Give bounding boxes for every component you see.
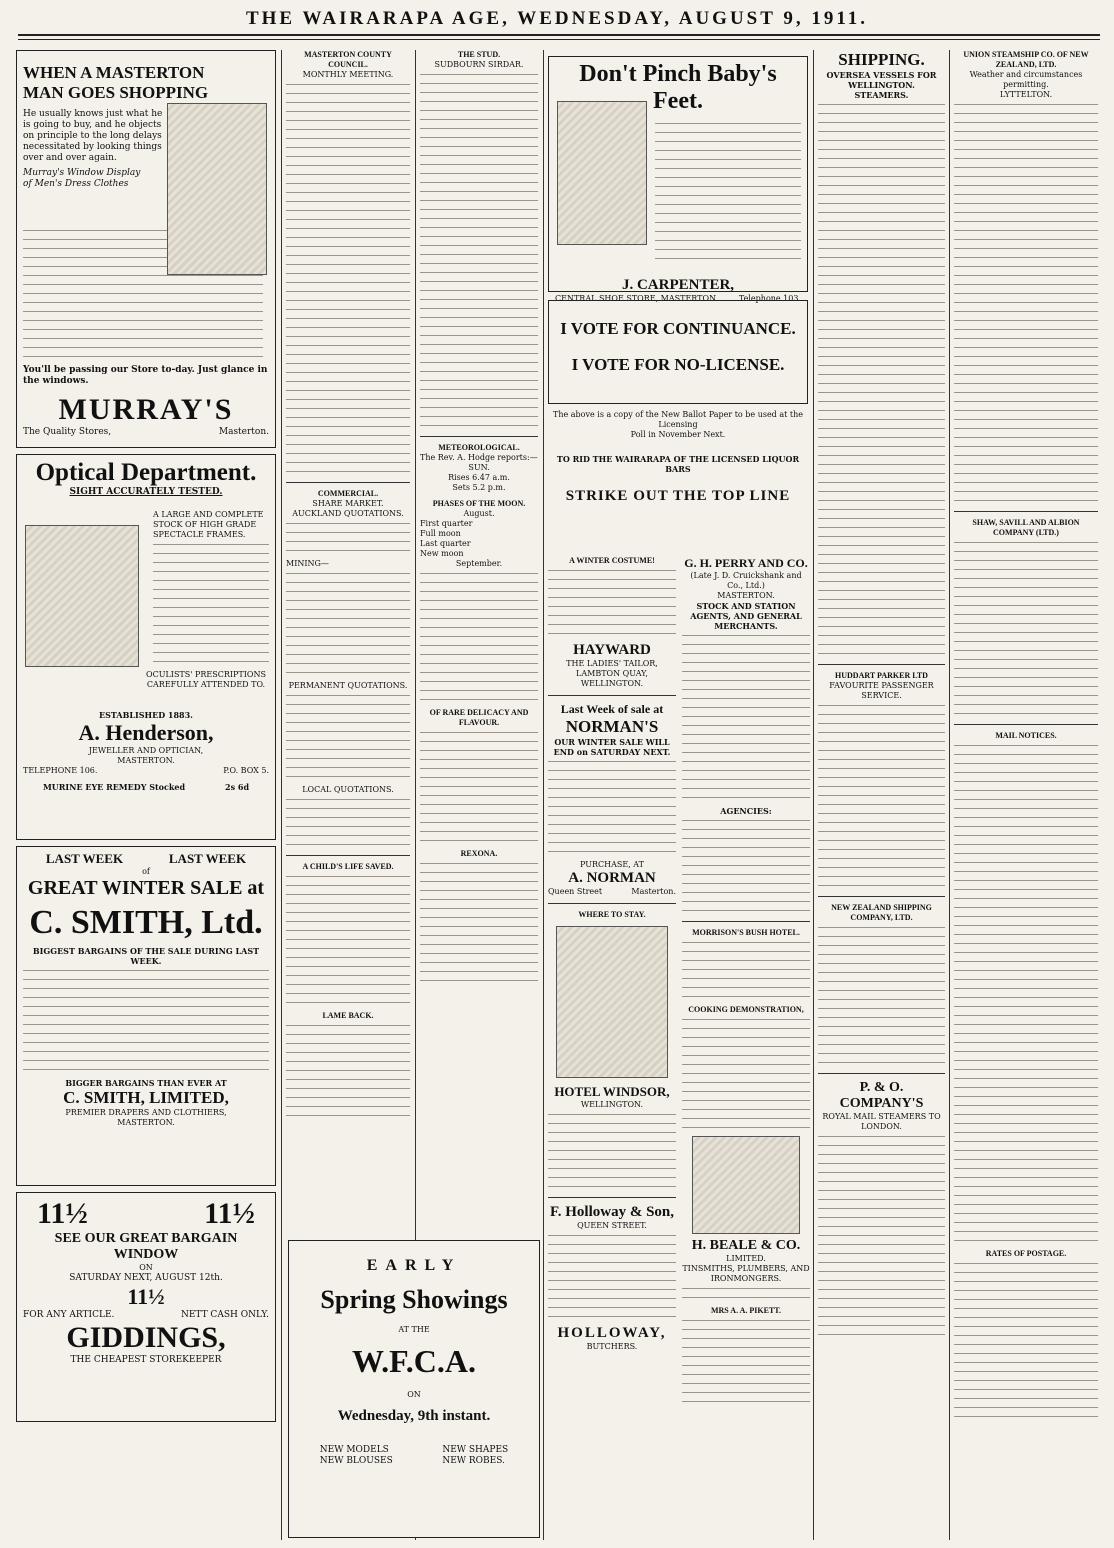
giddings-price-mid: 11½	[127, 1284, 165, 1309]
giddings-line-2: WINDOW	[113, 1247, 179, 1262]
column-rule	[813, 50, 814, 1540]
shipping-title: SHIPPING.	[838, 50, 925, 69]
hayward-trade: THE LADIES' TAILOR,	[566, 659, 658, 668]
murray-headline-2: MAN GOES SHOPPING	[23, 83, 209, 102]
moon-first: First quarter	[420, 519, 473, 528]
henderson-phone: TELEPHONE 106.	[23, 766, 98, 775]
pikett-body	[682, 1320, 810, 1406]
murray-footer	[23, 427, 269, 438]
spring-wfca: W.F.C.A.	[352, 1343, 476, 1379]
eye-illustration	[25, 525, 139, 667]
murray-store-name: MURRAY'S	[58, 393, 234, 426]
murine-label: MURINE EYE REMEDY Stocked	[42, 782, 186, 792]
spring-item-shapes: NEW SHAPES	[442, 1445, 509, 1455]
henderson-town: MASTERTON.	[117, 756, 175, 765]
spring-items	[295, 1445, 533, 1467]
beale-ltd: LIMITED.	[726, 1254, 766, 1263]
smith-bargains: BIGGEST BARGAINS OF THE SALE DURING LAST WEEK.	[32, 946, 260, 966]
po-title: P. & O. COMPANY'S	[839, 1080, 924, 1111]
murray-tagline: The Quality Stores,	[23, 427, 112, 437]
ballot-note-2: Poll in November Next.	[630, 430, 726, 439]
child-saved-body	[286, 876, 410, 1007]
share-market: SHARE MARKET.	[312, 499, 384, 508]
spring-date: Wednesday, 9th instant.	[337, 1408, 491, 1424]
hotel-town: WELLINGTON.	[580, 1100, 644, 1109]
column-rule	[281, 50, 282, 1540]
giddings-any: FOR ANY ARTICLE.	[23, 1310, 115, 1320]
shaw-body	[954, 542, 1098, 718]
spring-title: Spring Showings	[320, 1285, 508, 1314]
rexona-title: REXONA.	[460, 849, 498, 858]
lame-back-title: LAME BACK.	[322, 1011, 374, 1020]
local-table	[286, 799, 410, 849]
smith-last-week-2: LAST WEEK	[168, 851, 247, 866]
column-rule	[543, 50, 544, 1540]
spring-early: EARLY	[366, 1257, 462, 1274]
cooking-demo: COOKING DEMONSTRATION,	[688, 1005, 804, 1014]
pikett-name: MRS A. A. PIKETT.	[710, 1306, 782, 1315]
spring-showings-ad	[288, 1240, 540, 1538]
stud-body	[420, 74, 538, 430]
henderson-box: P.O. BOX 5.	[223, 766, 269, 775]
moon-last: Last quarter	[420, 539, 471, 548]
perry-sub: (Late J. D. Cruickshank and Co., Ltd.)	[690, 571, 802, 590]
permanent-table	[286, 695, 410, 781]
murray-note: You'll be passing our Store to-day. Just glance in the windows.	[23, 365, 268, 386]
henderson-name: A. Henderson,	[78, 720, 214, 745]
moon-new: New moon	[420, 549, 464, 558]
met-sets: Sets 5.2 p.m.	[452, 483, 506, 492]
giddings-terms	[23, 1310, 269, 1321]
baby-feet-ad	[548, 56, 808, 303]
holloway-body	[548, 1235, 676, 1321]
optical-lead: A LARGE AND COMPLETE STOCK OF HIGH GRADE SPECTACLE FRAMES.	[153, 510, 264, 539]
hotel-body	[548, 1114, 676, 1191]
murine-price: 2s 6d	[225, 782, 250, 792]
column-5	[682, 556, 810, 1540]
spring-item-robes: NEW ROBES.	[442, 1456, 505, 1466]
cooking-body	[682, 1019, 810, 1132]
permanent-quotations: PERMANENT QUOTATIONS.	[288, 681, 408, 690]
perry-name: G. H. PERRY AND CO.	[684, 556, 808, 570]
shipping-steamers: STEAMERS.	[854, 90, 909, 100]
moon-september	[420, 573, 538, 605]
norman-name-2: A. NORMAN	[568, 870, 656, 886]
shipping-list	[818, 104, 945, 658]
council-title: MASTERTON COUNTY COUNCIL.	[304, 50, 392, 69]
shipping-overseas: OVERSEA VESSELS FOR WELLINGTON.	[826, 70, 937, 90]
giddings-name: GIDDINGS,	[66, 1321, 226, 1354]
union-lyttelton: LYTTELTON.	[999, 90, 1053, 99]
ballot-paper	[548, 300, 808, 404]
hotel-illustration	[556, 926, 668, 1078]
giddings-on: ON	[139, 1263, 153, 1272]
po-sub: ROYAL MAIL STEAMERS TO LONDON.	[822, 1112, 941, 1131]
met-sun: SUN.	[468, 463, 490, 472]
giddings-tagline: THE CHEAPEST STOREKEEPER	[70, 1355, 222, 1365]
holloway-street: QUEEN STREET.	[577, 1221, 647, 1230]
spring-item-models: NEW MODELS	[319, 1445, 389, 1455]
masthead: THE WAIRARAPA AGE, WEDNESDAY, AUGUST 9, 1911.	[245, 8, 869, 29]
perry-body	[682, 635, 810, 802]
rates-body	[954, 1263, 1098, 1421]
union-title: UNION STEAMSHIP CO. OF NEW ZEALAND, LTD.	[963, 50, 1089, 69]
mining-label: MINING—	[286, 559, 329, 568]
norman-body	[548, 761, 676, 856]
huddart-sub: FAVOURITE PASSENGER SERVICE.	[829, 681, 934, 700]
council-sub: MONTHLY MEETING.	[302, 70, 394, 79]
lame-back-body	[286, 1025, 410, 1120]
perry-trade: STOCK AND STATION AGENTS, AND GENERAL MERCHANTS.	[690, 601, 802, 631]
huddart-title: HUDDART PARKER LTD	[835, 671, 928, 680]
optical-subtitle: SIGHT ACCURATELY TESTED.	[69, 487, 223, 497]
norman-purchase: PURCHASE, AT	[580, 860, 644, 869]
column-7	[954, 50, 1098, 1540]
bush-body	[682, 942, 810, 1001]
optical-note: OCULISTS' PRESCRIPTIONS CAREFULLY ATTENDED TO.	[146, 670, 266, 689]
met-rises: Rises 6.47 a.m.	[448, 473, 510, 482]
carpenter-phone: Telephone 103.	[738, 294, 801, 303]
met-title: METEOROLOGICAL.	[438, 443, 520, 452]
norman-name: NORMAN'S	[565, 717, 659, 736]
huddart-body	[818, 705, 945, 890]
vote-continuance: I VOTE FOR CONTINUANCE.	[560, 319, 796, 338]
winter-costume: A WINTER COSTUME!	[569, 556, 655, 565]
smith-last-week	[23, 851, 269, 867]
nzsc-table	[818, 927, 945, 1067]
giddings-date: SATURDAY NEXT, AUGUST 12th.	[69, 1273, 223, 1283]
moon-month-1: August.	[463, 509, 495, 518]
where-to-stay: WHERE TO STAY.	[578, 910, 646, 919]
smith-name: C. SMITH, Ltd.	[29, 904, 263, 941]
murine-remedy	[23, 782, 269, 792]
mining-table	[286, 573, 410, 677]
smith-list	[23, 970, 269, 1074]
ballot-strike: STRIKE OUT THE TOP LINE	[565, 488, 791, 504]
stove-illustration	[692, 1136, 800, 1234]
smith-town: MASTERTON.	[117, 1118, 175, 1127]
carpenter-store: CENTRAL SHOE STORE, MASTERTON.	[555, 294, 719, 303]
agencies-body	[682, 820, 810, 915]
smith-trade: PREMIER DRAPERS AND CLOTHIERS,	[65, 1108, 227, 1117]
met-by: The Rev. A. Hodge reports:—	[420, 453, 538, 462]
rates-title: RATES OF POSTAGE.	[985, 1249, 1067, 1258]
giddings-line-1: SEE OUR GREAT BARGAIN	[54, 1231, 238, 1246]
baby-title: Don't Pinch Baby's Feet.	[579, 61, 777, 114]
po-table	[818, 1136, 945, 1339]
column-6	[818, 50, 945, 1540]
union-schedule	[954, 104, 1098, 505]
murray-headline-1: WHEN A MASTERTON	[23, 63, 205, 82]
column-3	[420, 50, 538, 1228]
commercial-title: COMMERCIAL.	[317, 489, 379, 498]
spring-on: ON	[407, 1390, 421, 1399]
ballot-rid: TO RID THE WAIRARAPA OF THE LICENSED LIQUOR BARS	[556, 454, 800, 474]
beale-name: H. BEALE & CO.	[691, 1238, 801, 1253]
flavour-body	[420, 732, 538, 845]
child-saved-title: A CHILD'S LIFE SAVED.	[302, 862, 394, 871]
stud-sub: SUDBOURN SIRDAR.	[434, 60, 524, 69]
henderson-trade: JEWELLER AND OPTICIAN,	[88, 746, 204, 755]
baby-body	[655, 123, 801, 263]
norman-town: Masterton.	[631, 887, 676, 896]
smith-bigger: BIGGER BARGAINS THAN EVER AT	[65, 1078, 227, 1088]
shaw-title: SHAW, SAVILL AND ALBION COMPANY (LTD.)	[972, 518, 1080, 537]
norman-footer	[548, 887, 676, 897]
giddings-ad	[16, 1192, 276, 1422]
auckland-quotations: AUCKLAND QUOTATIONS.	[292, 509, 404, 518]
masthead-rule	[18, 34, 1100, 36]
hayward-address: LAMBTON QUAY, WELLINGTON.	[576, 669, 648, 688]
spring-at: AT THE	[398, 1325, 430, 1334]
murray-ad	[16, 50, 276, 448]
beale-trade: TINSMITHS, PLUMBERS, AND IRONMONGERS.	[682, 1264, 810, 1283]
giddings-cash: NETT CASH ONLY.	[180, 1310, 269, 1320]
murray-lead: He usually knows just what he is going to buy, and he objects on principle to the long delays necessitated by looking things over and over again.	[23, 109, 163, 163]
smith-of: of	[142, 867, 150, 876]
gentleman-illustration	[167, 103, 267, 275]
perry-agencies: AGENCIES:	[720, 806, 772, 816]
moon-full: Full moon	[420, 529, 461, 538]
optical-established: ESTABLISHED 1883.	[99, 710, 193, 720]
bush-hotel: MORRISON'S BUSH HOTEL.	[692, 928, 800, 937]
column-rule	[949, 50, 950, 1540]
henderson-contact	[23, 766, 269, 776]
norman-note: OUR WINTER SALE WILL END on SATURDAY NEXT.	[553, 737, 671, 757]
moon-month-2: September.	[455, 559, 503, 568]
flavour-title: OF RARE DELICACY AND FLAVOUR.	[429, 708, 529, 727]
mail-notices-body	[954, 745, 1098, 1245]
murray-window-title: Murray's Window Display of Men's Dress Clothes	[23, 168, 141, 189]
norman-lead: Last Week of sale at	[560, 702, 664, 716]
ballot-ad	[548, 300, 808, 546]
perry-town: MASTERTON.	[717, 591, 775, 600]
local-quotations: LOCAL QUOTATIONS.	[302, 785, 394, 794]
council-body	[286, 84, 410, 476]
ballot-note-1: The above is a copy of the New Ballot Paper to be used at the Licensing	[553, 410, 803, 429]
optical-ad	[16, 454, 276, 840]
holloway-name-2: HOLLOWAY,	[557, 1325, 667, 1341]
union-sub: Weather and circumstances permitting.	[969, 70, 1083, 89]
holloway-butchers: BUTCHERS.	[586, 1342, 638, 1351]
optical-body	[153, 544, 269, 666]
giddings-prices	[23, 1197, 269, 1231]
nzsc-title: NEW ZEALAND SHIPPING COMPANY, LTD.	[831, 903, 932, 922]
masthead-rule-thin	[18, 39, 1100, 40]
vote-no-license: I VOTE FOR NO-LICENSE.	[571, 355, 785, 374]
holloway-name: F. Holloway & Son,	[549, 1204, 675, 1220]
stud-title: THE STUD.	[457, 50, 501, 59]
hotel-name: HOTEL WINDSOR,	[554, 1084, 670, 1099]
rexona-body	[420, 863, 538, 985]
giddings-price-left: 11½	[37, 1197, 88, 1230]
column-1	[16, 50, 276, 1540]
smith-sale: GREAT WINTER SALE at	[27, 877, 265, 899]
carpenter-name: J. CARPENTER,	[621, 277, 735, 293]
norman-street: Queen Street	[548, 887, 603, 896]
baby-illustration	[557, 101, 647, 245]
winter-costume-body	[548, 570, 676, 638]
moon-title: PHASES OF THE MOON.	[432, 499, 526, 508]
optical-title: Optical Department.	[35, 459, 257, 486]
smith-ad	[16, 846, 276, 1186]
auckland-body	[286, 523, 410, 555]
smith-name-2: C. SMITH, LIMITED,	[63, 1088, 229, 1107]
hayward-name: HAYWARD	[573, 642, 651, 658]
spring-item-blouses: NEW BLOUSES	[319, 1456, 393, 1466]
met-readings	[420, 609, 538, 704]
murray-town: Masterton.	[218, 427, 269, 437]
smith-last-week-1: LAST WEEK	[45, 851, 124, 866]
giddings-price-right: 11½	[204, 1197, 255, 1230]
column-4	[548, 556, 676, 1540]
beale-body	[682, 1288, 810, 1302]
mail-notices-title: MAIL NOTICES.	[995, 731, 1057, 740]
